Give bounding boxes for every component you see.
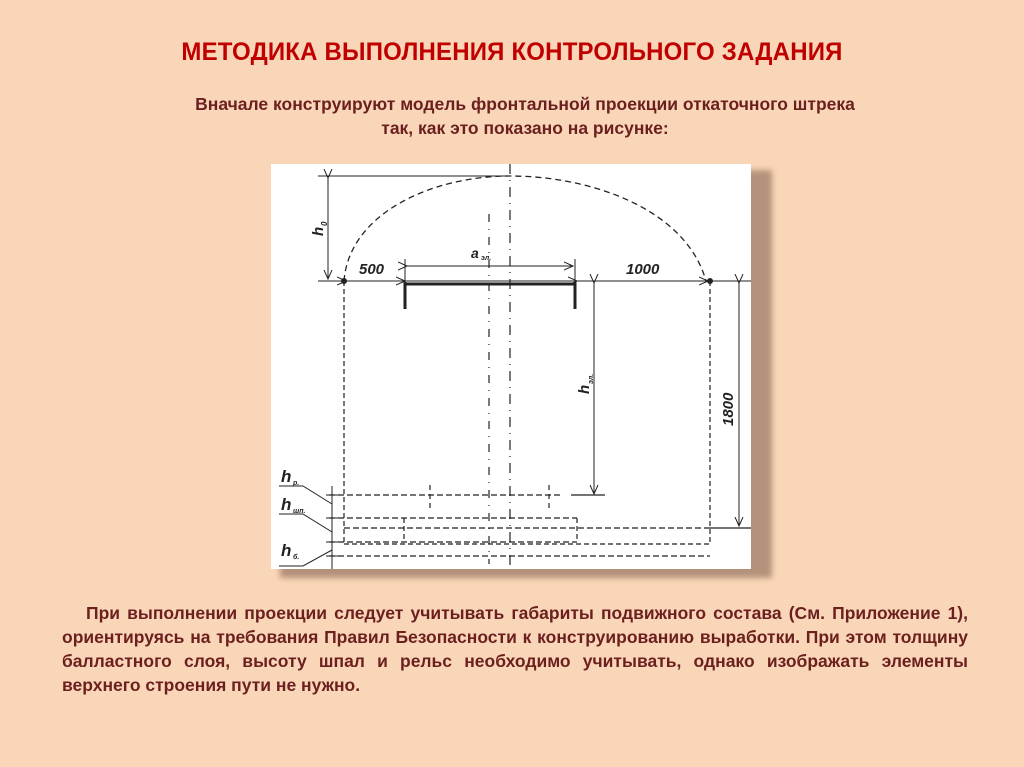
svg-text:h: h (281, 541, 292, 560)
h0-label (310, 221, 329, 236)
intro-line-2: так, как это показано на рисунке: (381, 118, 669, 138)
body-paragraph: При выполнении проекции следует учитывать габариты подвижного состава (См. Приложение 1), ориентируясь на требования Правил Безопасности к конструированию выработки. При этом толщину балластного слоя, высоту шпал и рельс необходимо учитывать, однако изображать элементы верхнего строения пути не нужно. (62, 603, 968, 695)
svg-text:шп.: шп. (293, 508, 306, 515)
intro-text (60, 92, 990, 140)
svg-text:h: h (310, 226, 327, 236)
dim-1000-label: 1000 (626, 261, 660, 278)
intro-line-1: Вначале конструируют модель фронтальной проекции откаточного штрека (195, 94, 855, 114)
h-b-label (281, 541, 299, 561)
side-walls (344, 281, 710, 544)
drift-cross-section-figure (271, 164, 751, 569)
drift-cross-section-drawing (271, 164, 751, 569)
contact-wire (405, 282, 575, 309)
h-shp-label (281, 495, 306, 515)
svg-text:h: h (281, 467, 292, 486)
svg-text:б.: б. (293, 554, 300, 561)
track-structure (329, 485, 751, 556)
axis-lines (489, 164, 510, 569)
svg-text:эл.: эл. (481, 255, 492, 262)
svg-text:a: a (471, 245, 479, 261)
svg-text:эл.: эл. (588, 373, 595, 384)
svg-text:0: 0 (320, 221, 329, 226)
dim-500-label: 500 (359, 261, 385, 278)
slide-title: МЕТОДИКА ВЫПОЛНЕНИЯ КОНТРОЛЬНОГО ЗАДАНИЯ (181, 38, 843, 66)
h-r-label (281, 467, 299, 487)
dim-1800-label: 1800 (720, 392, 737, 426)
svg-text:h: h (576, 384, 593, 394)
h-el-label (576, 374, 595, 394)
svg-text:h: h (281, 495, 292, 514)
a-el-label (471, 245, 491, 262)
svg-text:р.: р. (293, 480, 300, 487)
